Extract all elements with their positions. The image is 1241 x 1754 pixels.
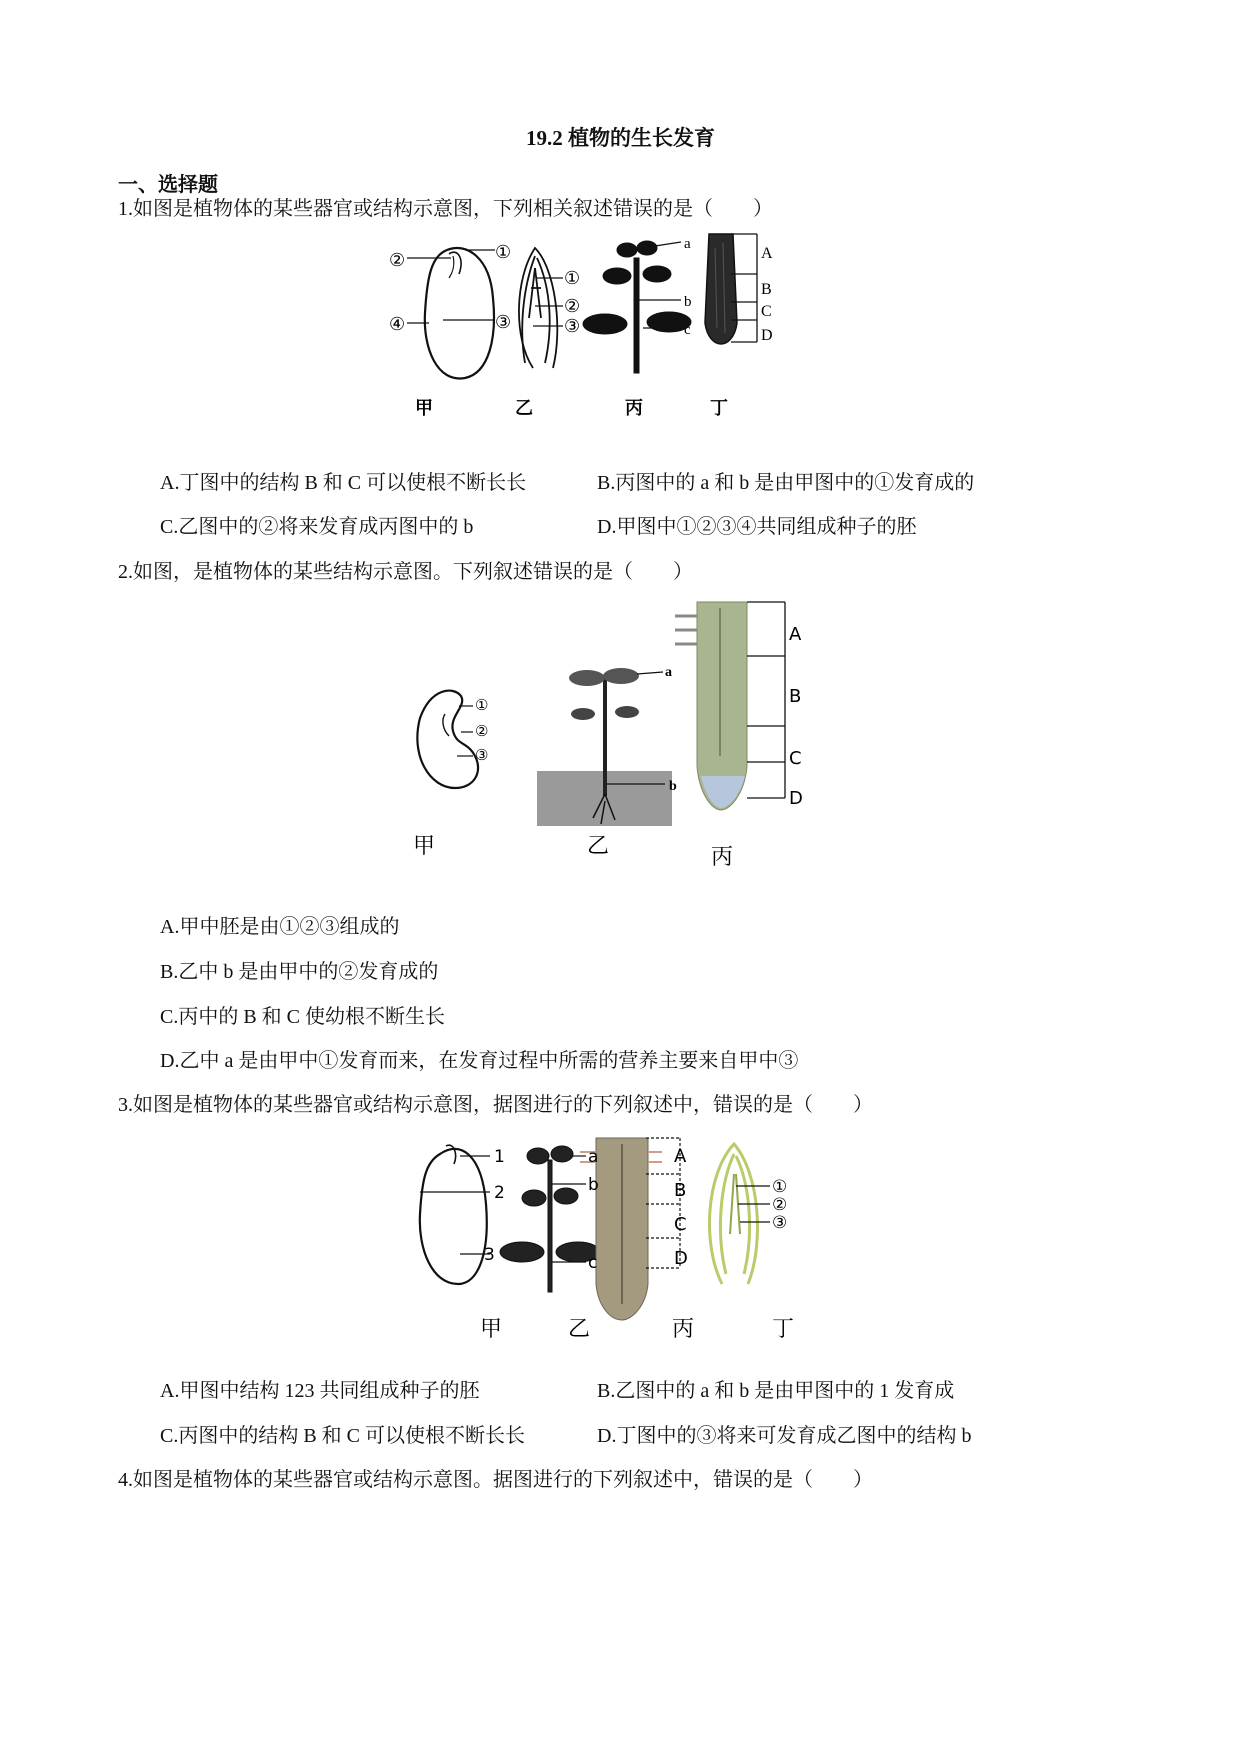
q3-option-a: A.甲图中结构 123 共同组成种子的胚 <box>160 1380 480 1402</box>
q2-seedling-diagram <box>537 668 672 826</box>
q2-option-b: B.乙中 b 是由甲中的②发育成的 <box>160 961 439 983</box>
q1-root-tip-diagram <box>705 234 757 344</box>
q1-label-b: b <box>684 294 692 310</box>
q3-caption-bing: 丙 <box>672 1317 695 1342</box>
q1-option-c: C.乙图中的②将来发育成丙图中的 b <box>160 516 474 538</box>
q1-label-B: B <box>761 281 772 298</box>
q2-label-c2: ② <box>475 724 489 740</box>
q2-label-C: C <box>789 748 802 769</box>
q3-label-2: 2 <box>494 1183 505 1203</box>
q1-option-d: D.甲图中①②③④共同组成种子的胚 <box>597 516 917 538</box>
q2-label-b: b <box>669 779 677 794</box>
q1-caption-bing: 丙 <box>625 398 643 419</box>
q1-caption-ding: 丁 <box>710 398 728 419</box>
q1-yi-label-c2: ② <box>564 296 581 316</box>
q1-yi-label-c3: ③ <box>564 316 581 336</box>
q2-label-c3: ③ <box>475 748 489 764</box>
question-3-figure <box>410 1134 850 1344</box>
q3-label-1: 1 <box>494 1147 505 1167</box>
q2-root-tip-diagram <box>675 602 785 810</box>
q3-caption-jia: 甲 <box>480 1317 503 1342</box>
q1-seed-diagram <box>407 248 495 378</box>
q2-caption-jia: 甲 <box>413 834 436 859</box>
q1-label-c4: ④ <box>389 314 406 334</box>
q3-label-c: c <box>588 1253 598 1273</box>
q2-option-c: C.丙中的 B 和 C 使幼根不断生长 <box>160 1006 446 1028</box>
q3-label-a: a <box>588 1147 599 1167</box>
q3-option-c: C.丙图中的结构 B 和 C 可以使根不断长长 <box>160 1425 526 1447</box>
q3-seed-diagram <box>420 1145 490 1284</box>
q3-label-c3: ③ <box>772 1213 788 1232</box>
q3-label-A: A <box>674 1146 687 1167</box>
q2-label-a: a <box>665 665 672 680</box>
q3-label-c2: ② <box>772 1195 788 1214</box>
q3-option-b: B.乙图中的 a 和 b 是由甲图中的 1 发育成 <box>597 1380 955 1402</box>
q2-caption-bing: 丙 <box>711 845 734 870</box>
q2-label-D: D <box>789 788 803 809</box>
q1-label-C: C <box>761 303 772 320</box>
page-title: 19.2 植物的生长发育 <box>526 126 715 150</box>
q3-option-d: D.丁图中的③将来可发育成乙图中的结构 b <box>597 1425 972 1447</box>
q2-option-d: D.乙中 a 是由甲中①发育而来，在发育过程中所需的营养主要来自甲中③ <box>160 1050 799 1072</box>
q1-label-a: a <box>684 236 691 252</box>
question-4-stem: 4.如图是植物体的某些器官或结构示意图。据图进行的下列叙述中，错误的是（ ） <box>118 1469 873 1491</box>
question-2-stem: 2.如图，是植物体的某些结构示意图。下列叙述错误的是（ ） <box>118 561 693 583</box>
section-heading: 一、选择题 <box>118 174 218 196</box>
question-1-figure <box>385 228 865 428</box>
question-2-figure <box>375 596 865 876</box>
q3-caption-ding: 丁 <box>772 1317 795 1342</box>
q1-seedling-diagram <box>583 241 691 373</box>
q2-option-a: A.甲中胚是由①②③组成的 <box>160 916 400 938</box>
q3-seedling-diagram <box>500 1146 600 1292</box>
q1-label-c1: ① <box>495 242 512 262</box>
q2-label-A: A <box>789 624 802 645</box>
q3-label-B: B <box>674 1180 687 1201</box>
q1-label-D: D <box>761 327 773 344</box>
q1-caption-jia: 甲 <box>415 398 433 419</box>
q1-option-a: A.丁图中的结构 B 和 C 可以使根不断长长 <box>160 472 527 494</box>
q1-label-c3: ③ <box>495 312 512 332</box>
q1-label-c2: ② <box>389 250 406 270</box>
q3-label-C: C <box>674 1214 687 1235</box>
q1-option-b: B.丙图中的 a 和 b 是由甲图中的①发育成的 <box>597 472 975 494</box>
q1-yi-label-c1: ① <box>564 268 581 288</box>
q2-label-c1: ① <box>475 698 489 714</box>
q1-corn-seed-diagram <box>519 248 563 368</box>
question-1-stem: 1.如图是植物体的某些器官或结构示意图，下列相关叙述错误的是（ ） <box>118 198 773 220</box>
q1-label-A: A <box>761 245 773 262</box>
q3-label-b: b <box>588 1175 599 1195</box>
q3-label-3: 3 <box>484 1245 495 1265</box>
q2-seed-diagram <box>417 691 478 788</box>
q1-caption-yi: 乙 <box>515 398 533 419</box>
q2-caption-yi: 乙 <box>587 834 610 859</box>
q3-label-D: D <box>674 1248 688 1269</box>
q1-label-c: c <box>684 322 691 338</box>
q3-label-c1: ① <box>772 1177 788 1196</box>
q2-label-B: B <box>789 686 802 707</box>
q3-caption-yi: 乙 <box>568 1317 591 1342</box>
q3-corn-seed-diagram <box>710 1144 771 1284</box>
question-3-stem: 3.如图是植物体的某些器官或结构示意图，据图进行的下列叙述中，错误的是（ ） <box>118 1094 873 1116</box>
